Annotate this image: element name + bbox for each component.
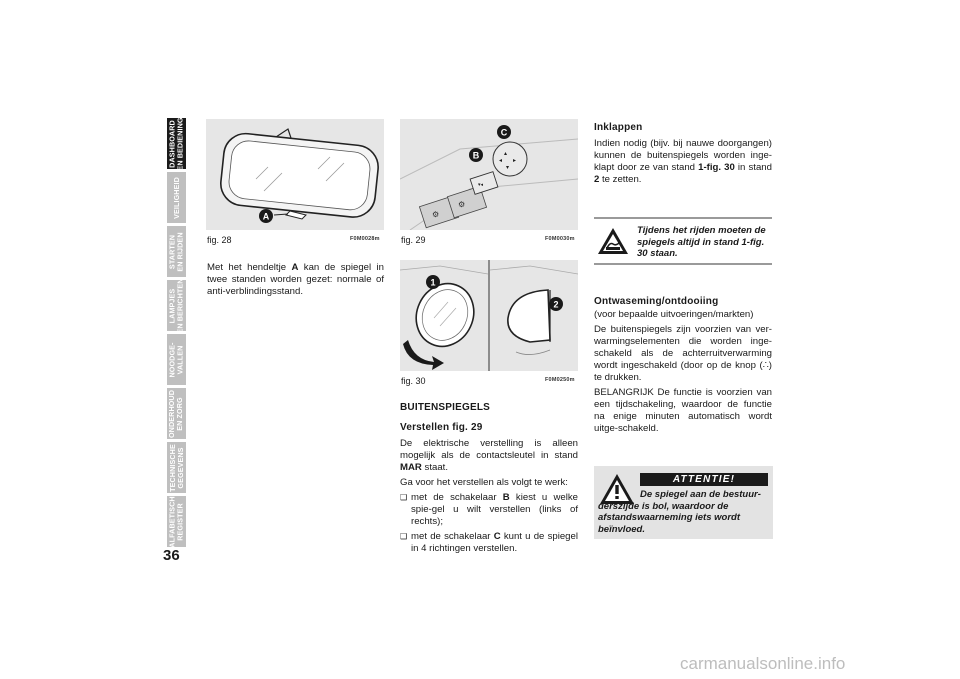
svg-text:2: 2	[553, 299, 559, 310]
column-3-ontwaseming	[594, 296, 772, 438]
svg-text:▾: ▾	[506, 164, 510, 171]
watermark: carmanualsonline.info	[680, 654, 846, 673]
figure-29-label: fig. 29	[401, 235, 426, 245]
svg-text:B: B	[472, 150, 480, 161]
paragraph-steps: Ga voor het verstellen als volgt te werk:	[400, 477, 568, 488]
paragraph-contact: De elektrische verstelling is alleen mogelijk als de contactsleutel in stand MAR staat.	[400, 438, 578, 473]
side-tab-lampjes[interactable]: LAMPJES EN BERICHTEN	[167, 277, 185, 334]
figure-29-mirror-switches	[400, 119, 578, 230]
warning-text-driving: Tijdens het rijden moeten de spiegels altijd in stand 1-fig. 30 staan.	[637, 225, 766, 259]
bullet-switch-c: ❑ met de schakelaar C kunt u de spiegel in 4 richtingen verstellen.	[400, 531, 578, 555]
side-tab-alfabetisch[interactable]: ALFABETISCH REGISTER	[167, 495, 185, 548]
ontwaseming-subtitle: (voor bepaalde uitvoeringen/markten)	[594, 309, 754, 320]
svg-text:A: A	[262, 211, 270, 222]
svg-text:1: 1	[430, 277, 436, 288]
side-tab-onderhoud[interactable]: ONDERHOUD EN ZORG	[167, 389, 185, 438]
svg-text:◂: ◂	[499, 157, 503, 164]
column-2-text	[400, 402, 578, 558]
side-tab-dashboard[interactable]: DASHBOARD EN BEDIENING	[167, 116, 185, 171]
door-switch-illustration	[400, 119, 578, 230]
warning-rule-top	[594, 217, 772, 219]
svg-text:C: C	[500, 127, 508, 138]
side-tab-veiligheid[interactable]: VEILIGHEID	[167, 172, 186, 223]
column-1-text	[207, 262, 384, 301]
side-tab-starten[interactable]: STARTEN EN RIJDEN	[167, 226, 186, 277]
subheading-verstellen: Verstellen fig. 29	[400, 422, 483, 433]
folding-mirror-illustration	[400, 260, 578, 371]
belangrijk-paragraph: BELANGRIJK De functie is voorzien van een tijdschakeling, waardoor de functie na enige minuten automatisch wordt uitge-schakeld.	[594, 387, 772, 434]
section-title: BUITENSPIEGELS	[400, 402, 491, 413]
figure-30-code: F0M0250m	[545, 377, 575, 383]
attention-text: De spiegel aan de bestuur-derszijde is bol, waardoor de afstandswaarneming iets wordt beïnvloed.	[598, 489, 761, 535]
figure-29-code: F0M0030m	[545, 236, 575, 242]
figure-30-label: fig. 30	[401, 376, 426, 386]
column-3-inklappen	[594, 122, 772, 189]
svg-text:▴: ▴	[504, 150, 508, 157]
warning-rule-bottom	[594, 263, 772, 265]
side-tab-technische[interactable]: TECHNISCHE GEGEVENS	[167, 443, 185, 492]
ontwaseming-title: Ontwaseming/ontdooiing	[594, 296, 719, 307]
svg-text:▸: ▸	[513, 157, 517, 164]
warning-triangle-icon	[596, 226, 630, 256]
svg-text:▾◂: ▾◂	[478, 182, 484, 188]
side-tab-noodgevallen[interactable]: NOODGE- VALLEN	[167, 334, 186, 385]
svg-text:⚙: ⚙	[458, 200, 466, 209]
lever-paragraph: Met het hendeltje A kan de spiegel in twee standen worden gezet: normale of anti-verblindingsstand.	[207, 262, 384, 297]
svg-text:⚙: ⚙	[432, 210, 440, 219]
figure-30-folding-mirror	[400, 260, 578, 371]
interior-mirror-illustration	[206, 119, 384, 230]
attention-label: ATTENTIE!	[640, 473, 768, 486]
bullet-switch-b: ❑ met de schakelaar B kiest u welke spie-gel u wilt verstellen (links of rechts);	[400, 492, 578, 528]
inklappen-title: Inklappen	[594, 122, 643, 133]
figure-28-interior-mirror	[206, 119, 384, 230]
ontwaseming-paragraph: De buitenspiegels zijn voorzien van ver-warmingselementen die worden inge-schakeld als de achterruitverwarming wordt ingeschakeld (door op de knop (∴) te drukken.	[594, 324, 772, 383]
attention-box	[594, 466, 773, 539]
page-number: 36	[163, 547, 180, 564]
figure-28-code: F0M0028m	[350, 236, 380, 242]
figure-28-label: fig. 28	[207, 235, 232, 245]
inklappen-paragraph: Indien nodig (bijv. bij nauwe doorgangen) kunnen de buitenspiegels worden inge-klapt door ze van stand 1-fig. 30 in stand 2 te zetten.	[594, 138, 772, 185]
